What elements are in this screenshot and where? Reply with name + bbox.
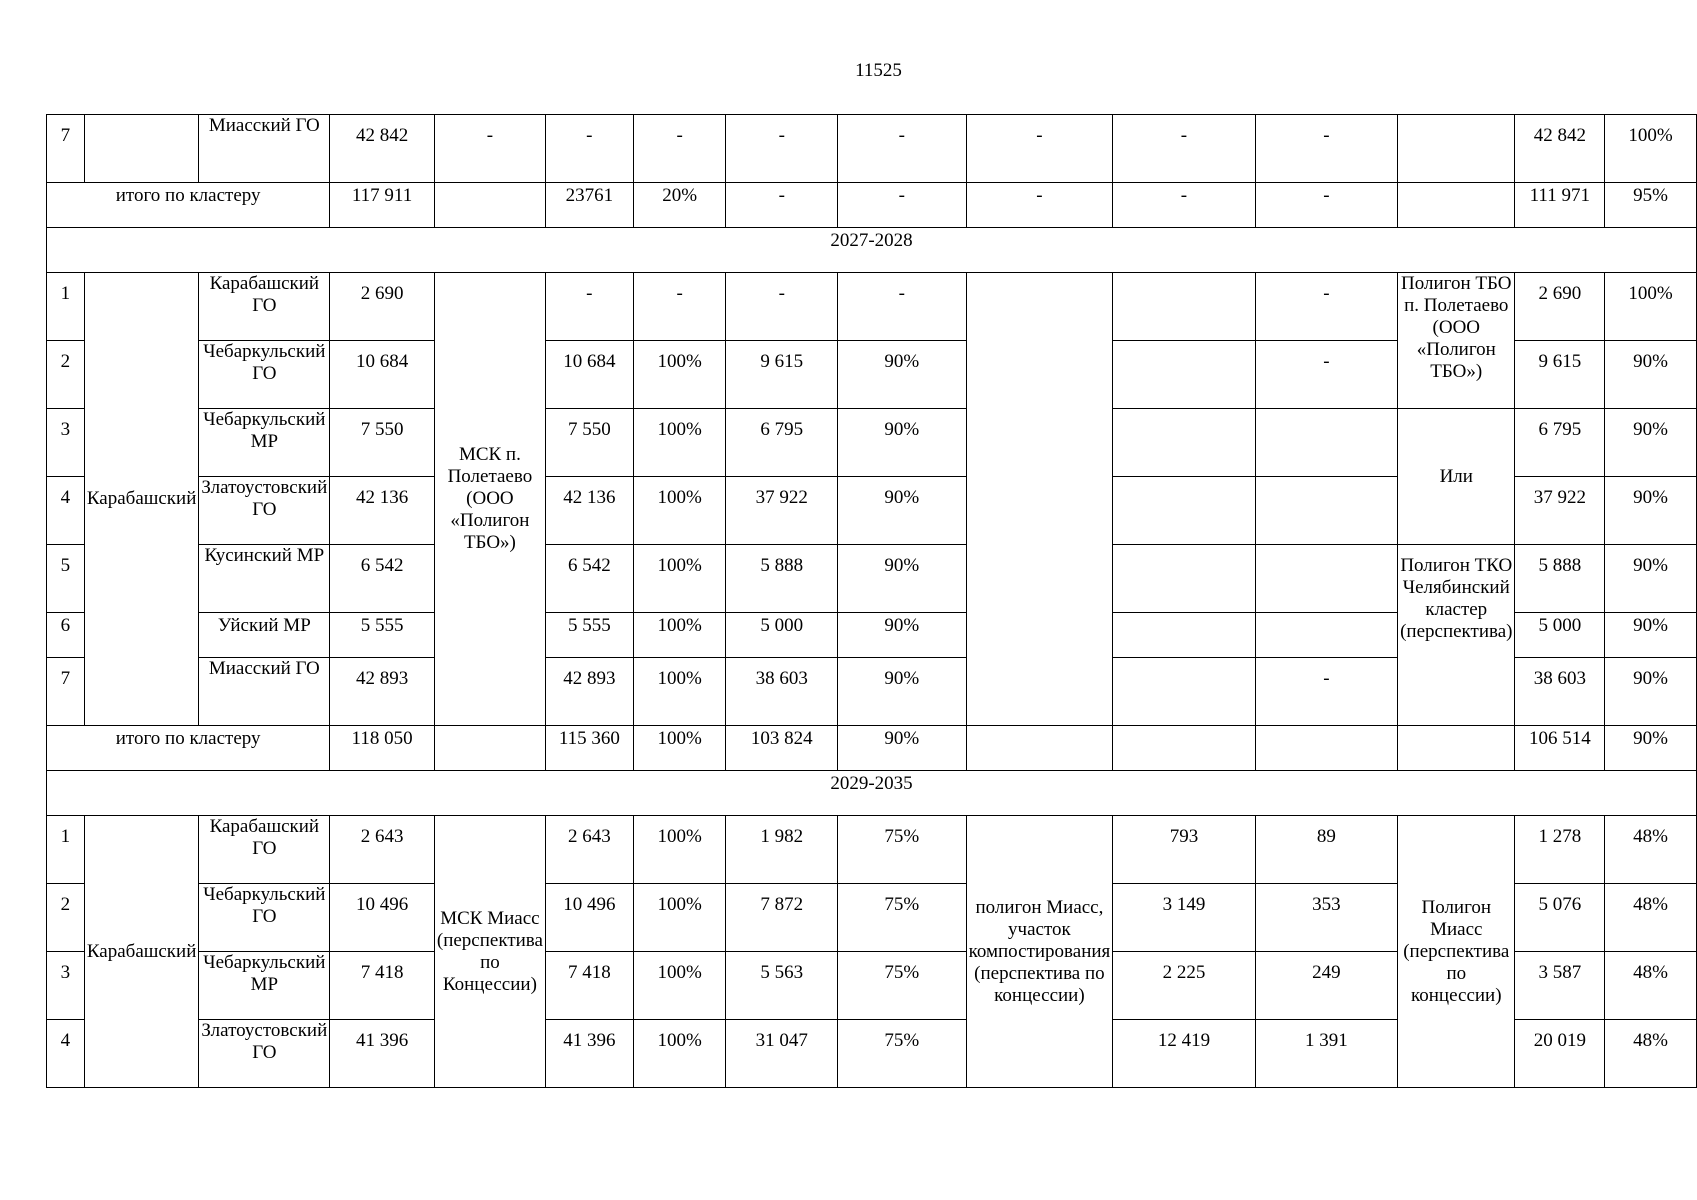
cell: 12 419 (1113, 1020, 1255, 1088)
cluster-cell (84, 115, 199, 183)
cell: 100% (633, 409, 726, 477)
row-number: 5 (47, 545, 85, 613)
row-number: 6 (47, 613, 85, 658)
cell: 7 418 (545, 952, 633, 1020)
cell: 90% (1605, 613, 1697, 658)
cell: - (1113, 183, 1255, 228)
cell: - (434, 115, 545, 183)
cell: 5 000 (726, 613, 838, 658)
cell: 6 795 (1515, 409, 1605, 477)
cell: 42 842 (1515, 115, 1605, 183)
period-label: 2027-2028 (47, 228, 1697, 273)
table-row (47, 409, 1697, 477)
table-row (47, 115, 1697, 183)
cell: - (633, 273, 726, 341)
landfill-cell: Полигон Миасс (перспектива по концессии) (1398, 816, 1515, 1088)
period-label: 2029-2035 (47, 771, 1697, 816)
cell: 111 971 (1515, 183, 1605, 228)
cluster-cell: Карабашский (84, 273, 199, 726)
volume-cell: 10 496 (330, 884, 435, 952)
cell: 5 555 (545, 613, 633, 658)
cell: 90% (838, 477, 967, 545)
cell: 75% (838, 952, 967, 1020)
cell: 90% (1605, 726, 1697, 771)
total-row (47, 726, 1697, 771)
cell: - (726, 183, 838, 228)
cell: 10 684 (545, 341, 633, 409)
cell: - (1255, 115, 1397, 183)
cell: - (838, 115, 967, 183)
municipality-cell: Чебаркульский ГО (199, 884, 330, 952)
cell: 42 136 (545, 477, 633, 545)
cell: 2 225 (1113, 952, 1255, 1020)
cell: 100% (633, 952, 726, 1020)
table-row (47, 816, 1697, 884)
cell: - (966, 183, 1113, 228)
cell: - (838, 273, 967, 341)
cell (1113, 477, 1255, 545)
cell: 3 587 (1515, 952, 1605, 1020)
municipality-cell: Карабашский ГО (199, 273, 330, 341)
row-number: 4 (47, 477, 85, 545)
volume-cell: 5 555 (330, 613, 435, 658)
cell: 100% (633, 613, 726, 658)
cluster-cell: Карабашский (84, 816, 199, 1088)
cell: 90% (838, 341, 967, 409)
municipality-cell: Карабашский ГО (199, 816, 330, 884)
municipality-cell: Чебаркульский МР (199, 409, 330, 477)
cell: 90% (1605, 658, 1697, 726)
cell: 3 149 (1113, 884, 1255, 952)
compost-cell (966, 273, 1113, 726)
row-number: 1 (47, 273, 85, 341)
cell: 1 278 (1515, 816, 1605, 884)
cell (1398, 115, 1515, 183)
cell (1113, 726, 1255, 771)
cell: 38 603 (726, 658, 838, 726)
landfill-cell: Полигон ТКО Челябинский кластер (перспектива) (1398, 545, 1515, 726)
municipality-cell: Миасский ГО (199, 115, 330, 183)
cell: 37 922 (726, 477, 838, 545)
municipality-cell: Миасский ГО (199, 658, 330, 726)
cell: 100% (633, 341, 726, 409)
volume-cell: 42 136 (330, 477, 435, 545)
cell: 31 047 (726, 1020, 838, 1088)
cell: 38 603 (1515, 658, 1605, 726)
cell: 100% (633, 545, 726, 613)
cell (434, 183, 545, 228)
cell: 48% (1605, 1020, 1697, 1088)
cell (1113, 658, 1255, 726)
cell: 353 (1255, 884, 1397, 952)
cell: 20% (633, 183, 726, 228)
cell: 5 076 (1515, 884, 1605, 952)
cell: - (1255, 658, 1397, 726)
volume-cell: 7 550 (330, 409, 435, 477)
cell: 2 643 (545, 816, 633, 884)
cell: 42 893 (545, 658, 633, 726)
cell: 23761 (545, 183, 633, 228)
volume-cell: 41 396 (330, 1020, 435, 1088)
row-number: 7 (47, 658, 85, 726)
cell: 793 (1113, 816, 1255, 884)
row-number: 3 (47, 409, 85, 477)
row-number: 1 (47, 816, 85, 884)
cell: 100% (1605, 115, 1697, 183)
cell: 41 396 (545, 1020, 633, 1088)
cell (1398, 183, 1515, 228)
row-number: 4 (47, 1020, 85, 1088)
cell: 2 690 (1515, 273, 1605, 341)
cell: 5 563 (726, 952, 838, 1020)
cell: 9 615 (726, 341, 838, 409)
cell: 1 391 (1255, 1020, 1397, 1088)
cell (1113, 613, 1255, 658)
volume-cell: 2 643 (330, 816, 435, 884)
cell: 115 360 (545, 726, 633, 771)
period-row (47, 228, 1697, 273)
page-number: 11525 (855, 60, 902, 81)
cell: 100% (633, 477, 726, 545)
msk-facility-cell: МСК Миасс (перспектива по Концессии) (434, 816, 545, 1088)
cell: - (966, 115, 1113, 183)
cell: 249 (1255, 952, 1397, 1020)
cell (1398, 726, 1515, 771)
cell: 48% (1605, 816, 1697, 884)
cell: 90% (838, 658, 967, 726)
cell: - (726, 273, 838, 341)
cell: - (1113, 115, 1255, 183)
cell (1113, 409, 1255, 477)
cell: 90% (1605, 545, 1697, 613)
period-row (47, 771, 1697, 816)
cell: 6 542 (545, 545, 633, 613)
cell: 90% (1605, 409, 1697, 477)
row-number: 2 (47, 884, 85, 952)
cell: 10 496 (545, 884, 633, 952)
data-table (46, 114, 1697, 1088)
cell (1255, 613, 1397, 658)
cell: 90% (838, 545, 967, 613)
cell: - (1255, 273, 1397, 341)
cell: 90% (838, 726, 967, 771)
cell (434, 726, 545, 771)
cell: 90% (1605, 341, 1697, 409)
cell: - (1255, 183, 1397, 228)
cell: 100% (633, 884, 726, 952)
municipality-cell: Златоустовский ГО (199, 1020, 330, 1088)
cell: 90% (838, 409, 967, 477)
row-number: 3 (47, 952, 85, 1020)
cell (1255, 477, 1397, 545)
volume-cell: 10 684 (330, 341, 435, 409)
cell: 20 019 (1515, 1020, 1605, 1088)
cell: 90% (1605, 477, 1697, 545)
cell: - (545, 115, 633, 183)
cell: 9 615 (1515, 341, 1605, 409)
volume-cell: 42 893 (330, 658, 435, 726)
cell (1113, 545, 1255, 613)
total-label: итого по кластеру (47, 183, 330, 228)
cell: 1 982 (726, 816, 838, 884)
cell: 48% (1605, 884, 1697, 952)
cell: 103 824 (726, 726, 838, 771)
total-volume: 117 911 (330, 183, 435, 228)
compost-cell: полигон Миасс, участок компостирования (перспектива по концессии) (966, 816, 1113, 1088)
row-number: 7 (47, 115, 85, 183)
cell: 90% (838, 613, 967, 658)
municipality-cell: Кусинский МР (199, 545, 330, 613)
municipality-cell: Златоустовский ГО (199, 477, 330, 545)
cell: 5 888 (1515, 545, 1605, 613)
cell: 95% (1605, 183, 1697, 228)
table-row (47, 545, 1697, 613)
total-row (47, 183, 1697, 228)
cell: - (545, 273, 633, 341)
cell: 75% (838, 816, 967, 884)
total-label: итого по кластеру (47, 726, 330, 771)
landfill-cell: Или (1398, 409, 1515, 545)
cell: 7 872 (726, 884, 838, 952)
cell: 100% (633, 658, 726, 726)
cell: 89 (1255, 816, 1397, 884)
cell: 5 000 (1515, 613, 1605, 658)
volume-cell: 42 842 (330, 115, 435, 183)
cell: 75% (838, 1020, 967, 1088)
cell: - (633, 115, 726, 183)
volume-cell: 6 542 (330, 545, 435, 613)
cell (1255, 545, 1397, 613)
cell: - (726, 115, 838, 183)
cell: 75% (838, 884, 967, 952)
cell: 100% (633, 726, 726, 771)
cell: 48% (1605, 952, 1697, 1020)
cell: 37 922 (1515, 477, 1605, 545)
cell: - (838, 183, 967, 228)
cell (1113, 273, 1255, 341)
cell: 100% (1605, 273, 1697, 341)
cell: 106 514 (1515, 726, 1605, 771)
cell: 100% (633, 816, 726, 884)
cell: 100% (633, 1020, 726, 1088)
municipality-cell: Уйский МР (199, 613, 330, 658)
cell (1113, 341, 1255, 409)
cell (966, 726, 1113, 771)
cell: 6 795 (726, 409, 838, 477)
total-volume: 118 050 (330, 726, 435, 771)
cell: 7 550 (545, 409, 633, 477)
volume-cell: 7 418 (330, 952, 435, 1020)
table-row (47, 273, 1697, 341)
cell (1255, 726, 1397, 771)
landfill-cell: Полигон ТБО п. Полетаево (ООО «Полигон ТБО») (1398, 273, 1515, 409)
msk-facility-cell: МСК п. Полетаево (ООО «Полигон ТБО») (434, 273, 545, 726)
cell (1255, 409, 1397, 477)
cell: 5 888 (726, 545, 838, 613)
municipality-cell: Чебаркульский МР (199, 952, 330, 1020)
volume-cell: 2 690 (330, 273, 435, 341)
row-number: 2 (47, 341, 85, 409)
cell: - (1255, 341, 1397, 409)
municipality-cell: Чебаркульский ГО (199, 341, 330, 409)
